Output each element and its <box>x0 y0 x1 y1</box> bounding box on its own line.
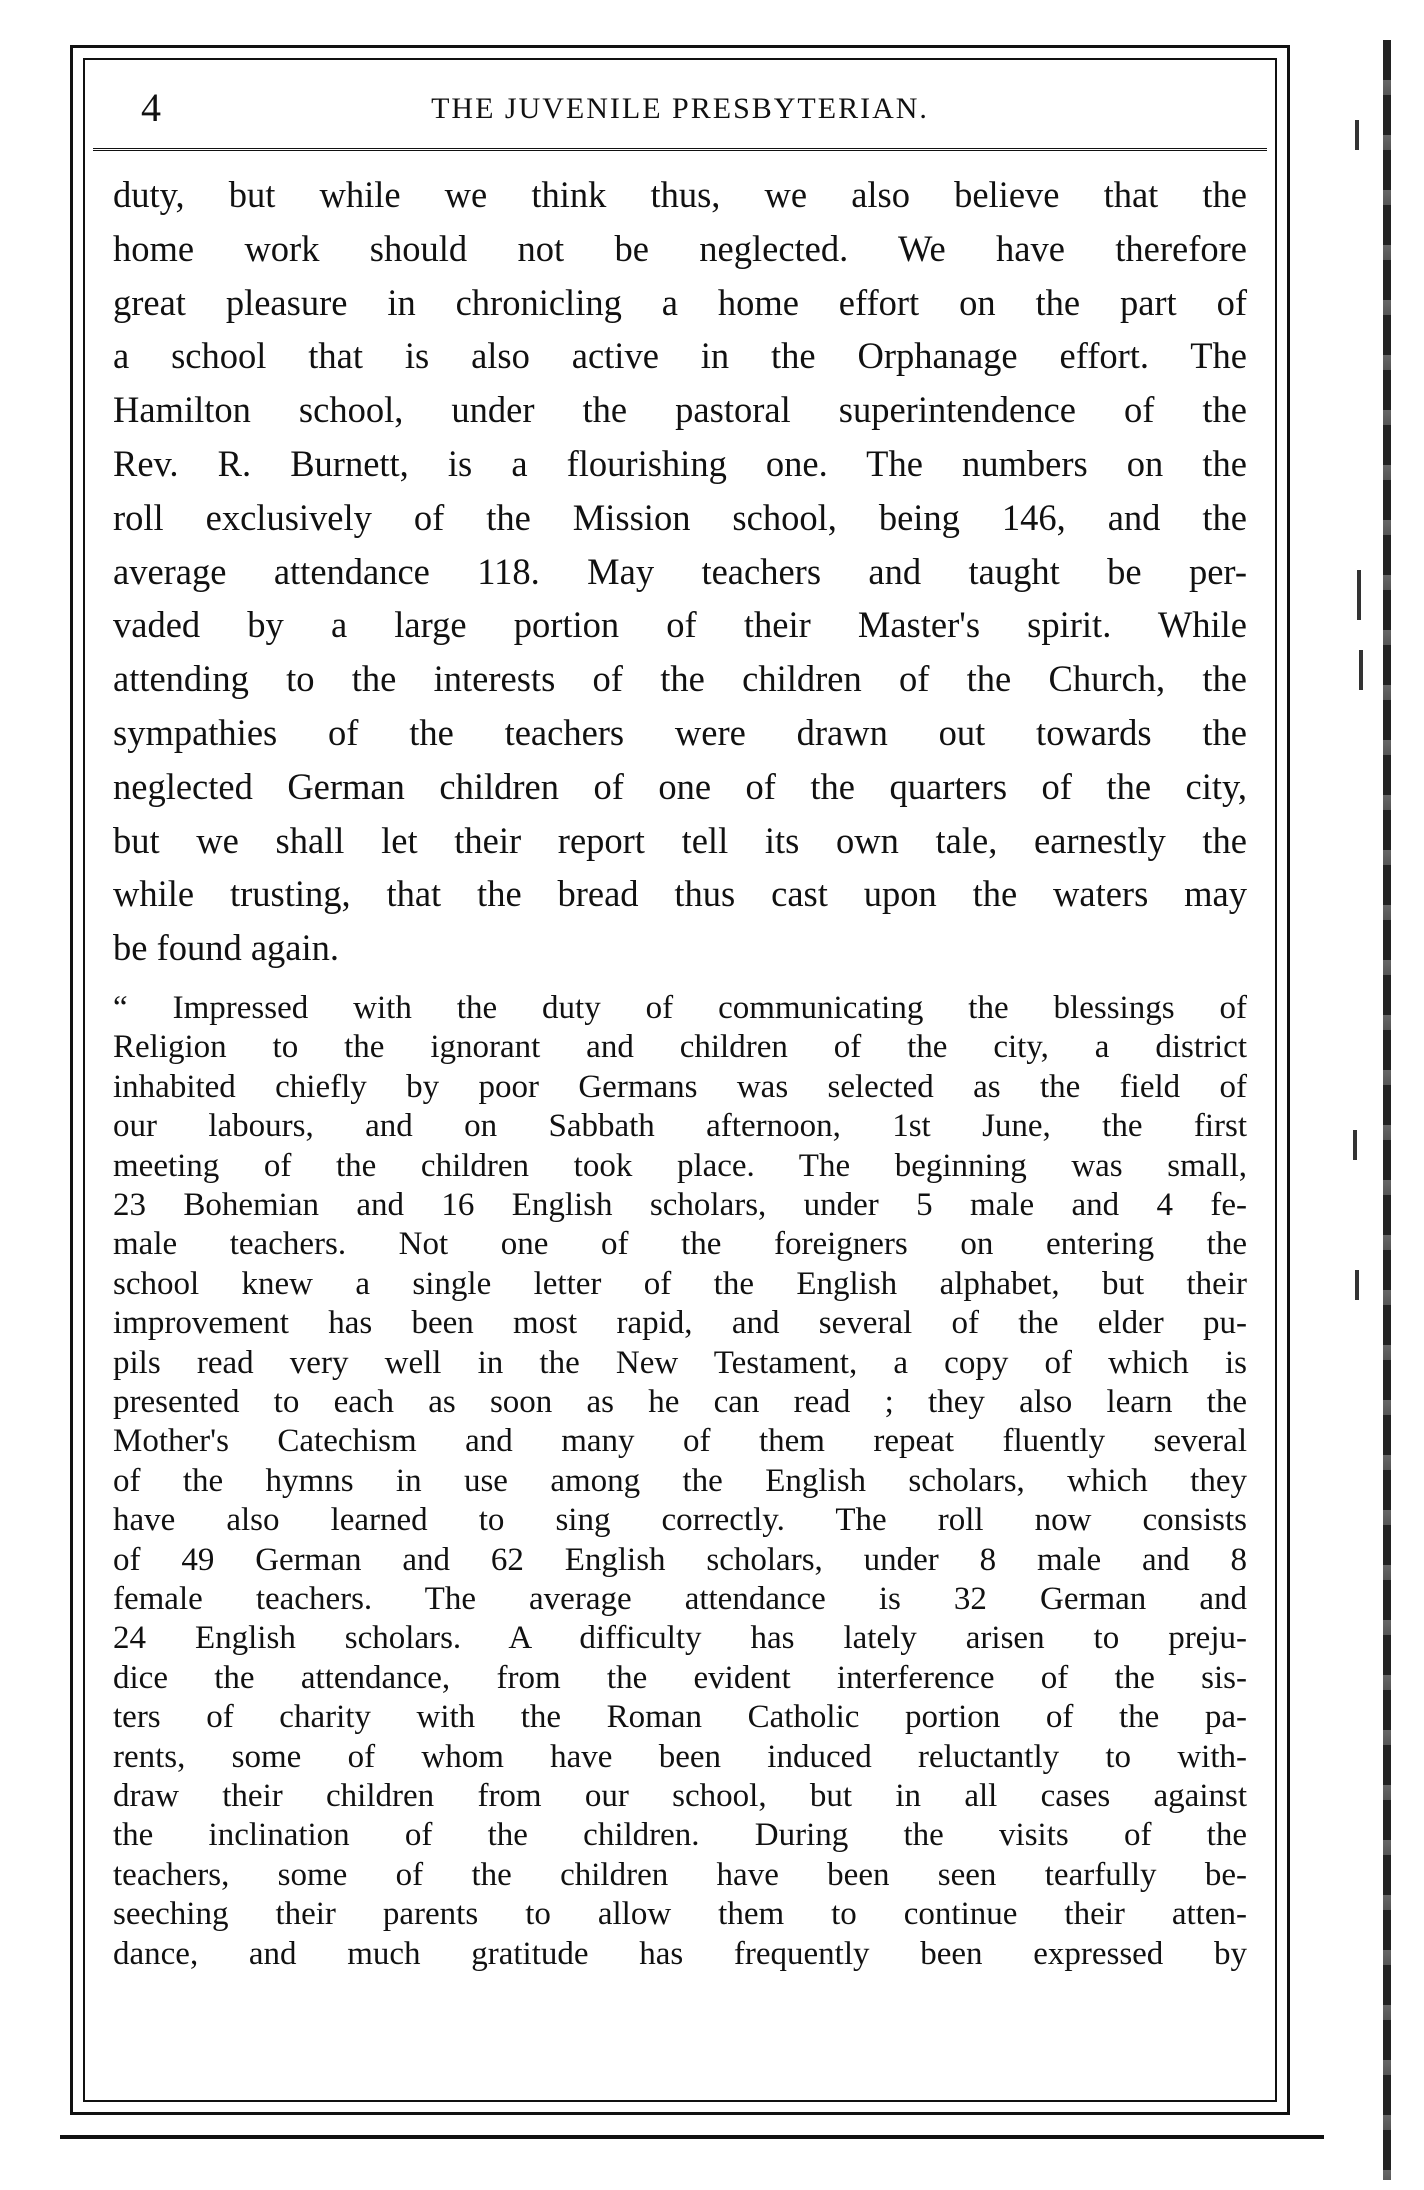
text-line: duty, but while we think thus, we also believe that the <box>113 174 1247 215</box>
quote-line: female teachers. The average attendance is 32 German and <box>113 1581 1247 1618</box>
text-line: home work should not be neglected. We have therefore <box>113 227 1247 269</box>
running-title: THE JUVENILE PRESBYTERIAN. <box>431 92 929 125</box>
text-line: a school that is also active in the Orphanage effort. The <box>113 335 1247 377</box>
text-line: while trusting, that the bread thus cast upon the waters may <box>113 873 1247 915</box>
quote-line: 23 Bohemian and 16 English scholars, under 5 male and 4 fe- <box>113 1186 1247 1223</box>
quote-line: the inclination of the children. During the visits of the <box>113 1817 1247 1854</box>
quote-line: rents, some of whom have been induced reluctantly to with- <box>113 1738 1247 1775</box>
quote-line: of the hymns in use among the English scholars, which they <box>113 1462 1247 1499</box>
quote-line: school knew a single letter of the English alphabet, but their <box>113 1265 1247 1302</box>
text-line: sympathies of the teachers were drawn out towards the <box>113 711 1247 753</box>
article-body <box>113 168 1247 2082</box>
quote-line: ters of charity with the Roman Catholic portion of the pa- <box>113 1699 1247 1736</box>
quote-line: of 49 German and 62 English scholars, under 8 male and 8 <box>113 1541 1247 1578</box>
quote-line: improvement has been most rapid, and several of the elder pu- <box>113 1305 1247 1342</box>
bottom-rule <box>60 2135 1324 2139</box>
quote-line: presented to each as soon as he can read ; they also learn the <box>113 1384 1247 1421</box>
quote-line: our labours, and on Sabbath afternoon, 1st June, the first <box>113 1108 1247 1145</box>
text-line: great pleasure in chronicling a home effort on the part of <box>113 281 1247 323</box>
text-line: Rev. R. Burnett, is a flourishing one. The numbers on the <box>113 442 1247 484</box>
quote-line: teachers, some of the children have been seen tearfully be- <box>113 1856 1247 1893</box>
page-frame <box>70 45 1290 2115</box>
quote-line: 24 English scholars. A difficulty has lately arisen to preju- <box>113 1620 1247 1657</box>
quote-line: Religion to the ignorant and children of the city, a district <box>113 1029 1247 1066</box>
quote-line: draw their children from our school, but in all cases against <box>113 1778 1247 1815</box>
page-number: 4 <box>141 85 161 130</box>
binding-edge <box>1335 10 1395 2185</box>
quote-line: inhabited chiefly by poor Germans was selected as the field of <box>113 1068 1247 1105</box>
edge-mark <box>1355 1270 1359 1300</box>
quote-line: meeting of the children took place. The beginning was small, <box>113 1147 1247 1184</box>
binding-edge-line <box>1383 40 1391 2180</box>
quote-line: male teachers. Not one of the foreigners on entering the <box>113 1226 1247 1263</box>
text-line: attending to the interests of the children of the Church, the <box>113 658 1247 700</box>
quote-line: dance, and much gratitude has frequently been expressed by <box>113 1935 1247 1972</box>
quote-line: seeching their parents to allow them to continue their atten- <box>113 1896 1247 1933</box>
page-header <box>93 78 1267 151</box>
edge-mark <box>1353 1130 1357 1160</box>
quote-line: “ Impressed with the duty of communicating the blessings of <box>113 989 1247 1026</box>
text-line: vaded by a large portion of their Master's spirit. While <box>113 604 1247 646</box>
text-line: average attendance 118. May teachers and taught be per- <box>113 550 1247 592</box>
quote-line: have also learned to sing correctly. The roll now consists <box>113 1502 1247 1539</box>
quoted-report <box>113 989 1247 1974</box>
quote-line: dice the attendance, from the evident interference of the sis- <box>113 1659 1247 1696</box>
article-paragraph <box>113 168 1247 975</box>
edge-mark <box>1359 650 1363 690</box>
quote-line: pils read very well in the New Testament, a copy of which is <box>113 1344 1247 1381</box>
text-line: be found again. <box>113 927 340 969</box>
text-line: neglected German children of one of the quarters of the city, <box>113 765 1247 807</box>
quote-line: Mother's Catechism and many of them repeat fluently several <box>113 1423 1247 1460</box>
edge-mark <box>1357 570 1361 620</box>
text-line: but we shall let their report tell its own tale, earnestly the <box>113 819 1247 861</box>
text-line: roll exclusively of the Mission school, being 146, and the <box>113 496 1247 538</box>
edge-mark <box>1355 120 1359 150</box>
text-line: Hamilton school, under the pastoral superintendence of the <box>113 389 1247 431</box>
